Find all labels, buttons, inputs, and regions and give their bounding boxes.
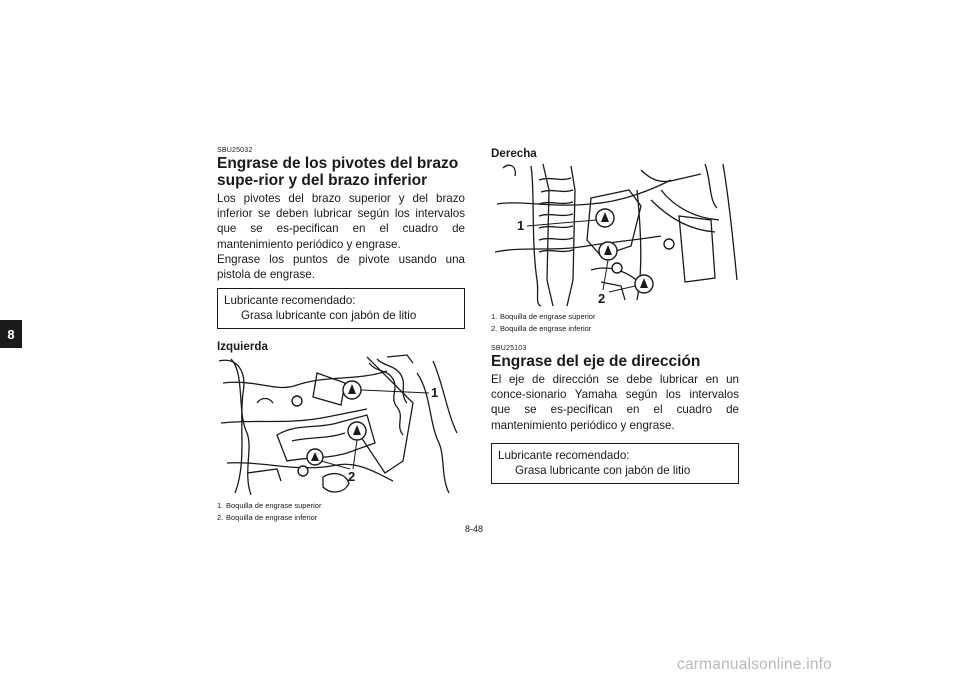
caption-item: 2. Boquilla de engrase inferior xyxy=(491,323,592,333)
section-title: Engrase de los pivotes del brazo supe-rior y del brazo inferior xyxy=(217,155,459,189)
section-code: SBU25103 xyxy=(491,345,527,352)
figure-label: Izquierda xyxy=(217,340,268,354)
right-suspension-illustration xyxy=(491,160,739,308)
watermark: carmanualsonline.info xyxy=(677,656,832,673)
lubricant-label: Lubricante recomendado: xyxy=(498,448,630,462)
section-code: SBU25032 xyxy=(217,147,253,154)
body-paragraph: Engrase los puntos de pivote usando una pistola de engrase. xyxy=(217,252,465,282)
caption-item: 2. Boquilla de engrase inferior xyxy=(217,512,318,522)
caption-item: 1. Boquilla de engrase superior xyxy=(491,312,596,321)
section-title: Engrase del eje de dirección xyxy=(491,353,701,370)
body-paragraph: El eje de dirección se debe lubricar en un conce-sionario Yamaha según los intervalos que se es-pecifican en el cuadro de mantenimiento periódico y engrase. xyxy=(491,373,739,432)
left-suspension-illustration xyxy=(217,353,463,497)
figure-captions xyxy=(491,311,739,334)
right-column xyxy=(491,147,739,484)
page-number: 8-48 xyxy=(465,524,484,534)
figure-marker-2: 2 xyxy=(348,469,356,485)
left-column xyxy=(217,147,465,523)
figure-label: Derecha xyxy=(491,147,537,160)
lubricant-box xyxy=(491,443,739,484)
figure-marker-2: 2 xyxy=(598,291,606,306)
lubricant-value: Grasa lubricante con jabón de litio xyxy=(515,463,691,477)
body-paragraph: Los pivotes del brazo superior y del brazo inferior se deben lubricar según los intervalos que se es-pecifican en el cuadro de mantenimiento periódico y engrase. xyxy=(217,192,465,251)
figure-captions xyxy=(217,500,465,523)
figure-marker-1: 1 xyxy=(431,385,439,401)
chapter-tab: 8 xyxy=(0,320,22,348)
lubricant-label: Lubricante recomendado: xyxy=(224,294,356,308)
figure-marker-1: 1 xyxy=(517,218,525,233)
lubricant-box xyxy=(217,288,465,329)
lubricant-value: Grasa lubricante con jabón de litio xyxy=(241,309,417,323)
caption-item: 1. Boquilla de engrase superior xyxy=(217,501,322,511)
